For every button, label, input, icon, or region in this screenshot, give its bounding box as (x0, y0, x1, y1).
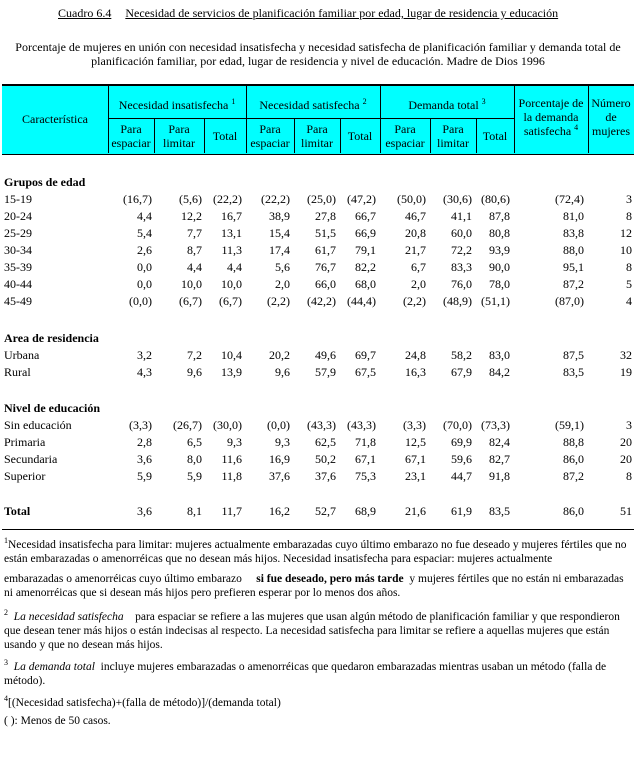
table-cell: 16,7 (221, 209, 242, 223)
table-cell: 83,5 (563, 365, 584, 379)
table-row (0, 226, 636, 243)
table-cell: 12,2 (181, 209, 202, 223)
table-cell: (44,4) (347, 294, 376, 308)
table-cell: 21,7 (405, 243, 426, 257)
table-cell: 87,5 (563, 348, 584, 362)
sub-header-8: Total (482, 129, 508, 143)
row-label: 30-34 (4, 243, 32, 257)
header-demanda: Demanda total $^3$ (408, 97, 486, 112)
table-row (0, 192, 636, 209)
table-cell: 51 (620, 504, 632, 518)
table-cell: 20 (620, 452, 632, 466)
row-label: Rural (4, 365, 31, 379)
table-cell: 3,6 (137, 504, 152, 518)
table-cell: 5 (626, 277, 632, 291)
table-cell: 20 (620, 435, 632, 449)
table-cell: 11,8 (221, 469, 242, 483)
header-satisfecha: Necesidad satisfecha $^2$ (259, 97, 367, 112)
total-row (0, 504, 636, 521)
header-caracteristica: Característica (22, 112, 88, 126)
table-cell: 81,0 (563, 209, 584, 223)
table-cell: 13,1 (221, 226, 242, 240)
row-label: 40-44 (4, 277, 32, 291)
table-cell: 4 (626, 294, 632, 308)
table-row (0, 452, 636, 469)
table-cell: 79,1 (355, 243, 376, 257)
header-porcentaje: Porcentaje de la demanda satisfecha $^4$ (518, 96, 584, 138)
header-divider (588, 84, 589, 153)
footnote-2: $^2$ La necesidad satisfecha para espaciar se refiere a las mujeres que usan algún método de planificación familiar y que respondieron que desean tener más hijos o están indecisas al respecto. La necesidad satisfecha para limitar se refiere a aquellas mujeres que están usando y que no desean más hijos. (4, 608, 620, 651)
table-cell: 4,4 (137, 209, 152, 223)
row-label: Superior (4, 469, 46, 483)
sub-header-4: Para limitar (301, 122, 333, 150)
table-cell: (2,2) (267, 294, 290, 308)
table-cell: (80,6) (481, 192, 510, 206)
row-label: 25-29 (4, 226, 32, 240)
table-cell: 8 (626, 469, 632, 483)
sub-header-3: Para espaciar (250, 122, 290, 150)
table-cell: (30,0) (213, 418, 242, 432)
table-cell: 6,7 (411, 260, 426, 274)
table-cell: 20,2 (269, 348, 290, 362)
sub-header-7: Para limitar (437, 122, 469, 150)
table-cell: 2,0 (411, 277, 426, 291)
header-divider (108, 118, 514, 119)
table-cell: (51,1) (481, 294, 510, 308)
table-row (0, 209, 636, 226)
table-cell: 61,7 (315, 243, 336, 257)
table-cell: 67,5 (355, 365, 376, 379)
table-cell: 10,0 (181, 277, 202, 291)
table-cell: 11,7 (221, 504, 242, 518)
table-cell: 49,6 (315, 348, 336, 362)
table-cell: 62,5 (315, 435, 336, 449)
table-cell: 80,8 (489, 226, 510, 240)
table-cell: 3 (626, 418, 632, 432)
section-title: Nivel de educación (4, 401, 100, 415)
table-cell: 9,6 (275, 365, 290, 379)
table-cell: (30,6) (443, 192, 472, 206)
table-cell: 83,8 (563, 226, 584, 240)
table-cell: 95,1 (563, 260, 584, 274)
table-cell: 12,5 (405, 435, 426, 449)
table-cell: 2,0 (275, 277, 290, 291)
table-cell: 8,1 (187, 504, 202, 518)
table-cell: (26,7) (173, 418, 202, 432)
table-cell: 16,2 (269, 504, 290, 518)
table-row (0, 435, 636, 452)
table-cell: 15,4 (269, 226, 290, 240)
table-subtitle: Porcentaje de mujeres en unión con necesidad insatisfecha y necesidad satisfecha de planificación familiar y demanda total de planificación familiar, por edad, lugar de residencia y nivel de educación. Madre de Dios 1996 (15, 40, 621, 68)
sub-header-6: Para espaciar (385, 122, 425, 150)
table-cell: 76,7 (315, 260, 336, 274)
table-cell: (47,2) (347, 192, 376, 206)
table-cell: (5,6) (179, 192, 202, 206)
table-cell: 71,8 (355, 435, 376, 449)
table-cell: 37,6 (315, 469, 336, 483)
sub-header-2: Total (212, 129, 238, 143)
table-cell: 67,1 (405, 452, 426, 466)
header-divider (154, 118, 155, 153)
table-cell: 16,3 (405, 365, 426, 379)
table-cell: 44,7 (451, 469, 472, 483)
header-insatisfecha: Necesidad insatisfecha $^1$ (118, 97, 236, 112)
table-cell: 5,6 (275, 260, 290, 274)
table-cell: (42,2) (307, 294, 336, 308)
table-cell: 19 (620, 365, 632, 379)
row-label: 15-19 (4, 192, 32, 206)
table-cell: (6,7) (219, 294, 242, 308)
row-label: Secundaria (4, 452, 58, 466)
header-divider (514, 84, 515, 153)
table-cell: 57,9 (315, 365, 336, 379)
table-cell: 11,3 (221, 243, 242, 257)
table-cell: 69,9 (451, 435, 472, 449)
table-cell: 93,9 (489, 243, 510, 257)
header-divider (204, 118, 205, 153)
table-cell: (72,4) (555, 192, 584, 206)
header-divider (476, 118, 477, 153)
section-title: Area de residencia (4, 331, 99, 345)
row-label: 20-24 (4, 209, 32, 223)
table-row (0, 277, 636, 294)
table-cell: 12 (620, 226, 632, 240)
table-cell: 10,0 (221, 277, 242, 291)
table-cell: 9,3 (275, 435, 290, 449)
sub-header-0: Para espaciar (111, 122, 151, 150)
table-cell: 7,2 (187, 348, 202, 362)
row-label: Total (4, 504, 31, 518)
table-row (0, 418, 636, 435)
table-cell: 86,0 (563, 452, 584, 466)
table-cell: (22,2) (261, 192, 290, 206)
table-cell: 41,1 (451, 209, 472, 223)
table-cell: 8,0 (187, 452, 202, 466)
table-cell: 32 (620, 348, 632, 362)
table-cell: (25,0) (307, 192, 336, 206)
table-cell: 66,0 (315, 277, 336, 291)
table-cell: (16,7) (123, 192, 152, 206)
table-cell: 66,7 (355, 209, 376, 223)
table-cell: 9,3 (227, 435, 242, 449)
table-cell: 87,2 (563, 277, 584, 291)
table-cell: 88,8 (563, 435, 584, 449)
table-cell: 52,7 (315, 504, 336, 518)
table-cell: 88,0 (563, 243, 584, 257)
table-cell: (3,3) (129, 418, 152, 432)
table-cell: 20,8 (405, 226, 426, 240)
table-cell: 5,9 (187, 469, 202, 483)
header-divider (294, 118, 295, 153)
table-cell: 2,8 (137, 435, 152, 449)
table-cell: (43,3) (307, 418, 336, 432)
table-row (0, 348, 636, 365)
table-cell: (0,0) (129, 294, 152, 308)
table-cell: 50,2 (315, 452, 336, 466)
table-cell: 86,0 (563, 504, 584, 518)
footnote-3: $^3$ La demanda total incluye mujeres embarazadas o amenorréicas que quedaron embarazadas mientras usaban un método (falla de método). (4, 658, 607, 687)
table-cell: 8 (626, 260, 632, 274)
table-cell: 9,6 (187, 365, 202, 379)
footnote-5: ( ): Menos de 50 casos. (4, 715, 111, 727)
table-title-text: Necesidad de servicios de planificación familiar por edad, lugar de residencia y educación (125, 6, 559, 20)
table-cell: 16,9 (269, 452, 290, 466)
table-cell: 0,0 (137, 277, 152, 291)
table-cell: 8,7 (187, 243, 202, 257)
table-row (0, 260, 636, 277)
table-cell: 0,0 (137, 260, 152, 274)
table-cell: 2,6 (137, 243, 152, 257)
table-cell: 82,4 (489, 435, 510, 449)
table-cell: (59,1) (555, 418, 584, 432)
table-cell: 46,7 (405, 209, 426, 223)
table-cell: 37,6 (269, 469, 290, 483)
row-label: Sin educación (4, 418, 72, 432)
row-label: Urbana (4, 348, 40, 362)
table-cell: 11,6 (221, 452, 242, 466)
table-cell: 60,0 (451, 226, 472, 240)
table-cell: (2,2) (403, 294, 426, 308)
table-cell: (50,0) (397, 192, 426, 206)
row-label: Primaria (4, 435, 46, 449)
table-cell: 3 (626, 192, 632, 206)
table-row (0, 243, 636, 260)
footnote-1: $^1$Necesidad insatisfecha para limitar: mujeres actualmente embarazadas cuyo último embarazo no fue deseado y mujeres fértiles que no están embarazadas o amenorréicas que no desean más hijos. Necesidad insatisfecha para espaciar: mujeres actualmente (4, 536, 627, 565)
table-cell: 66,9 (355, 226, 376, 240)
table-cell: 5,9 (137, 469, 152, 483)
table-number: Cuadro 6.4 (58, 6, 112, 20)
table-cell: (22,2) (213, 192, 242, 206)
table-cell: 90,0 (489, 260, 510, 274)
table-cell: 13,9 (221, 365, 242, 379)
table-cell: 68,0 (355, 277, 376, 291)
table-cell: 3,6 (137, 452, 152, 466)
table-cell: 38,9 (269, 209, 290, 223)
sub-header-1: Para limitar (163, 122, 195, 150)
table-cell: 87,2 (563, 469, 584, 483)
header-divider (430, 118, 431, 153)
table-cell: 4,4 (187, 260, 202, 274)
table-cell: 61,9 (451, 504, 472, 518)
table-cell: 76,0 (451, 277, 472, 291)
table-cell: 82,2 (355, 260, 376, 274)
table-cell: 69,7 (355, 348, 376, 362)
table-cell: 21,6 (405, 504, 426, 518)
table-cell: 58,2 (451, 348, 472, 362)
table-cell: 59,6 (451, 452, 472, 466)
table-cell: (43,3) (347, 418, 376, 432)
table-cell: (6,7) (179, 294, 202, 308)
table-cell: 83,3 (451, 260, 472, 274)
table-cell: 10 (620, 243, 632, 257)
section-title: Grupos de edad (4, 175, 86, 189)
table-cell: 87,8 (489, 209, 510, 223)
table-row (0, 294, 636, 311)
header-numero: Número de mujeres (591, 96, 631, 138)
footnote-4: $^4$[(Necesidad satisfecha)+(falla de método)]/(demanda total) (4, 694, 281, 709)
table-cell: 27,8 (315, 209, 336, 223)
table-row (0, 365, 636, 382)
header-divider (340, 118, 341, 153)
table-cell: 23,1 (405, 469, 426, 483)
table-row (0, 469, 636, 486)
table-cell: 67,9 (451, 365, 472, 379)
table-header (2, 84, 634, 155)
table-cell: 51,5 (315, 226, 336, 240)
row-label: 35-39 (4, 260, 32, 274)
table-cell: 5,4 (137, 226, 152, 240)
table-cell: 3,2 (137, 348, 152, 362)
table-cell: 83,5 (489, 504, 510, 518)
table-cell: (3,3) (403, 418, 426, 432)
table-cell: 67,1 (355, 452, 376, 466)
table-cell: (73,3) (481, 418, 510, 432)
table-cell: 7,7 (187, 226, 202, 240)
table-cell: 72,2 (451, 243, 472, 257)
table-cell: 84,2 (489, 365, 510, 379)
table-cell: 83,0 (489, 348, 510, 362)
table-bottom-rule (2, 529, 634, 530)
footnote-1-cont: embarazadas o amenorréicas cuyo último embarazo si fue deseado, pero más tarde y mujeres fértiles que no están ni embarazadas ni amenorréicas que si desean más hijos pero prefieren esperar por lo menos dos años. (4, 573, 624, 599)
table-cell: 8 (626, 209, 632, 223)
table-cell: (87,0) (555, 294, 584, 308)
table-cell: 4,4 (227, 260, 242, 274)
table-cell: 78,0 (489, 277, 510, 291)
sub-header-5: Total (347, 129, 373, 143)
table-cell: 4,3 (137, 365, 152, 379)
table-cell: (0,0) (267, 418, 290, 432)
table-cell: 17,4 (269, 243, 290, 257)
table-cell: 91,8 (489, 469, 510, 483)
table-cell: 82,7 (489, 452, 510, 466)
table-cell: 24,8 (405, 348, 426, 362)
table-title (58, 6, 558, 21)
table-cell: 10,4 (221, 348, 242, 362)
row-label: 45-49 (4, 294, 32, 308)
table-cell: 75,3 (355, 469, 376, 483)
table-cell: 6,5 (187, 435, 202, 449)
footnotes (4, 538, 632, 728)
table-cell: 68,9 (355, 504, 376, 518)
table-cell: (70,0) (443, 418, 472, 432)
table-cell: (48,9) (443, 294, 472, 308)
